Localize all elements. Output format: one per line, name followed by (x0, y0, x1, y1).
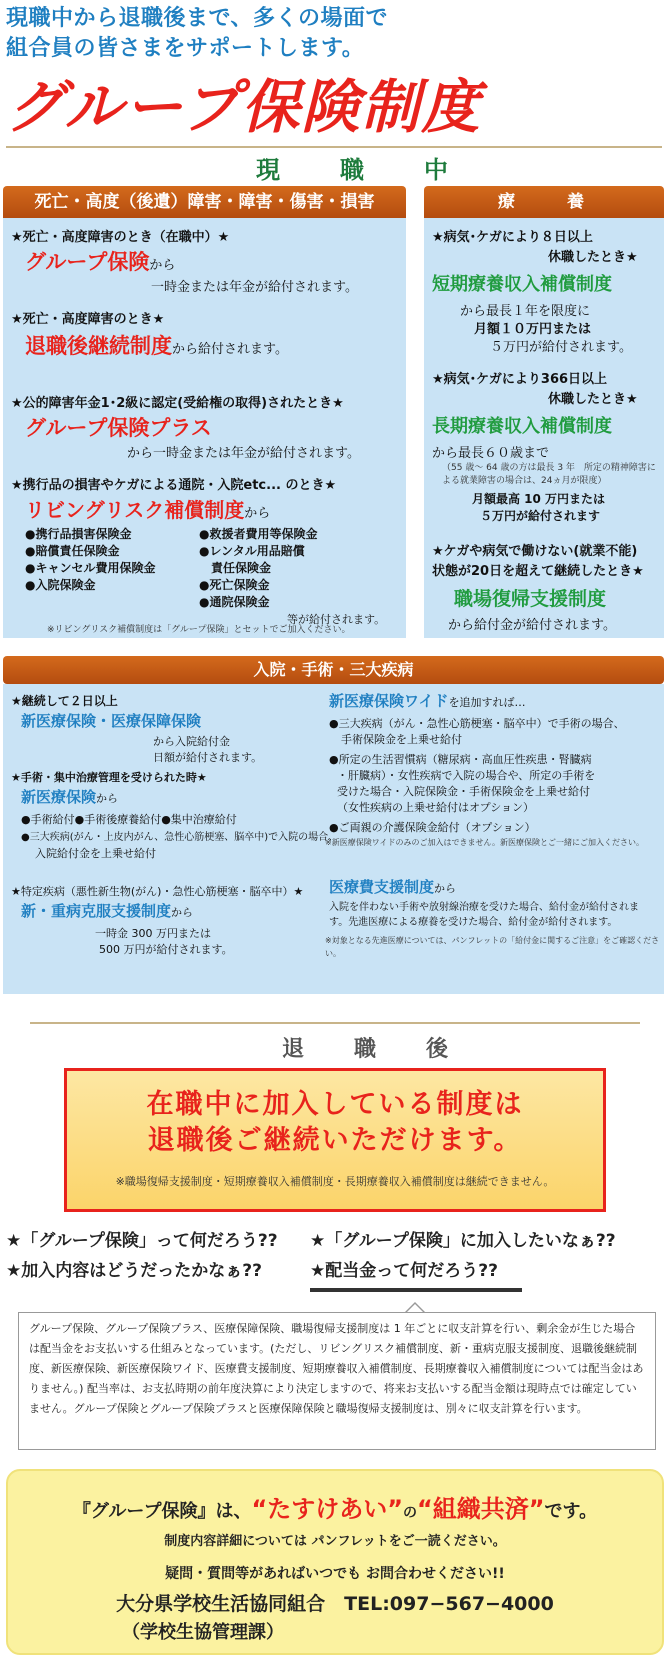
heading: 休職したとき★ (548, 392, 638, 407)
description: 受けた場合・入院保険金・手術保険金を上乗せ給付 (337, 785, 590, 798)
continuation-box (64, 1068, 606, 1212)
program-name: グループ保険プラス (25, 416, 212, 440)
contact-dept: （学校生協管理課） (122, 1622, 284, 1643)
heading: ★病気･ケガにより８日以上 (432, 230, 593, 245)
question: ★加入内容はどうだったかなぁ?? (6, 1261, 262, 1281)
program-name: 新・重病克服支援制度から (21, 902, 194, 920)
question: ★「グループ保険」って何だろう?? (6, 1231, 278, 1251)
program-name: リビングリスク補償制度から (25, 498, 271, 522)
description: ●所定の生活習慣病（糖尿病・高血圧性疾患・腎臓病 (329, 753, 592, 766)
list-item: ●入院保険金 (25, 578, 96, 592)
underline (310, 1288, 522, 1292)
continuation-line-1: 在職中に加入している制度は (146, 1089, 524, 1120)
divider (30, 1022, 640, 1024)
description: から最長１年を限度に (460, 304, 591, 319)
death-disability-panel (3, 218, 406, 638)
answer-text: グループ保険、グループ保険プラス、医療保障保険、職場復帰支援制度は 1 年ごとに収支計算を行い、剰余金が生じた場合は配当金をお支払いする仕組みとなっています。(ただし、リビングリスク補償制度、新・重病克服支援制度、退職後継続制度、新医療保険、新医療保険ワイド、医療費支援制度、短期療養収入補償制度、長期療養収入補償制度については配当金はありません。) 配当率は、お支払時期の前年度決算により決定しますので、将来お支払いする配当金額は現時点では確定していません。グループ保険とグループ保険プラスと医療保障保険と職場復帰支援制度は、別々に収支計算を行います。 (29, 1322, 644, 1415)
program-name: 医療費支援制度から (329, 878, 457, 896)
heading: 状態が20日を超えて継続したとき★ (432, 564, 644, 579)
heading: ★公的障害年金1･2級に認定(受給権の取得)されたとき★ (11, 396, 344, 411)
description: 手術保険金を上乗せ給付 (341, 733, 462, 746)
description: 500 万円が給付されます。 (99, 943, 233, 956)
description: ・肝臓病）・女性疾病で入院の場合や、所定の手術を (337, 769, 596, 782)
footer-line-2: 制度内容詳細については パンフレットをご一読ください。 (164, 1534, 506, 1549)
note: ※リビングリスク補償制度は「グループ保険」とセットでご加入ください。 (47, 625, 351, 635)
intro-text (6, 4, 388, 64)
heading: ★携行品の損害やケガによる通院・入院etc... のとき★ (11, 478, 337, 493)
description: 入院を伴わない手術や放射線治療を受けた場合、給付金が給付されます。先進医療による療養を受けた場合、給付金が給付されます。 (329, 902, 639, 928)
description: 月額最高 10 万円または (472, 492, 606, 506)
section-title-active: 現 職 中 (256, 156, 466, 184)
contact-phone: 大分県学校生活協同組合 TEL:097−567−4000 (116, 1593, 554, 1615)
footer-line-3: 疑問・質問等があればいつでも お問合わせください!! (165, 1566, 505, 1582)
description: ●三大疾病(がん・上皮内がん、急性心筋梗塞、脳卒中)で入院の場合、 (21, 832, 339, 843)
list-item: ●レンタル用品賠償 (199, 544, 305, 558)
description: 等が給付されます。 (287, 613, 386, 626)
intro-line-1: 現職中から退職後まで、多くの場面で (6, 6, 389, 31)
description: （女性疾病の上乗せ給付はオプション） (337, 801, 535, 814)
list-item: ●キャンセル費用保険金 (25, 561, 156, 575)
dividend-answer (18, 1312, 656, 1450)
description: 日額が給付されます。 (153, 751, 263, 764)
note: （55 歳～ 64 歳の方は最長 3 年 所定の精神障害による就業障害の場合は、24ヵ月が限度） (442, 463, 656, 486)
continuation-line-2: 退職後ご継続いただけます。 (147, 1125, 523, 1156)
section-title-retire: 退 職 後 (282, 1037, 463, 1062)
list-item: ●救援者費用等保険金 (199, 527, 318, 541)
description: ５万円が給付されます (480, 509, 601, 523)
heading: 休職したとき★ (548, 250, 638, 265)
description: ５万円が給付されます。 (490, 340, 632, 355)
program-name: 新医療保険から (21, 788, 119, 806)
list-item: 責任保険金 (199, 561, 272, 575)
description: ●ご両親の介護保険金給付（オプション） (329, 821, 536, 834)
heading: ★手術・集中治療管理を受けられた時★ (11, 771, 207, 784)
program-name: 短期療養収入補償制度 (432, 274, 612, 295)
description: ●三大疾病（がん・急性心筋梗塞・脳卒中）で手術の場合、 (329, 717, 625, 730)
question-highlight: ★配当金って何だろう?? (310, 1261, 498, 1281)
note: ※新医療保険ワイドのみのご加入はできません。新医療保険とご一緒にご加入ください。 (325, 838, 644, 847)
recuperation-panel (424, 218, 664, 638)
program-name: 職場復帰支援制度 (454, 588, 607, 610)
note: ※対象となる先進医療については、パンフレットの「給付金に関するご注意」をご確認ください。 (325, 936, 660, 958)
program-name: 新医療保険・医療保障保険 (21, 712, 202, 730)
program-name: 長期療養収入補償制度 (432, 416, 612, 437)
description: 入院給付金を上乗せ給付 (35, 847, 156, 860)
description: から一時金または年金が給付されます。 (127, 446, 360, 461)
footer-tagline: 『グループ保険』は、“たすけあい”の“組織共済”です。 (72, 1495, 598, 1523)
divider (6, 146, 662, 148)
description: 一時金 300 万円または (95, 927, 211, 940)
description: ●手術給付●手術後療養給付●集中治療給付 (21, 813, 237, 826)
benefit-list-b (199, 526, 317, 611)
description: 月額１０万円または (474, 322, 592, 337)
continuation-note: ※職場復帰支援制度・短期療養収入補償制度・長期療養収入補償制度は継続できません。 (115, 1175, 555, 1188)
list-item: ●死亡保険金 (199, 578, 270, 592)
program-name: 退職後継続制度から給付されます。 (25, 334, 288, 358)
hospital-tab: 入院・手術・三大疾病 (3, 656, 664, 684)
heading: ★病気･ケガにより366日以上 (432, 372, 608, 387)
intro-line-2: 組合員の皆さまをサポートします。 (6, 36, 365, 61)
question: ★「グループ保険」に加入したいなぁ?? (310, 1231, 616, 1251)
list-item: ●賠償責任保険金 (25, 544, 120, 558)
hospital-panel (3, 684, 664, 994)
recuperation-tab: 療 養 (424, 186, 664, 218)
heading: ★死亡・高度障害のとき★ (11, 312, 165, 327)
program-name: 新医療保険ワイドを追加すれば… (329, 692, 526, 710)
main-title: グループ保険制度 (6, 73, 482, 141)
footer-box (6, 1469, 664, 1655)
heading: ★継続して２日以上 (11, 694, 118, 708)
death-disability-tab: 死亡・高度（後遺）障害・障害・傷害・損害 (3, 186, 406, 218)
description: 一時金または年金が給付されます。 (151, 280, 358, 295)
benefit-list-a (25, 526, 155, 594)
description: から給付金が給付されます。 (448, 618, 616, 633)
heading: ★ケガや病気で働けない(就業不能) (432, 544, 638, 559)
list-item: ●携行品損害保険金 (25, 527, 132, 541)
heading: ★死亡・高度障害のとき（在職中）★ (11, 230, 230, 245)
list-item: ●通院保険金 (199, 595, 270, 609)
program-name: グループ保険から (25, 250, 176, 274)
description: から最長６０歳まで (432, 446, 550, 461)
description: から入院給付金 (153, 735, 230, 748)
heading: ★特定疾病（悪性新生物(がん)・急性心筋梗塞・脳卒中）★ (11, 885, 304, 898)
